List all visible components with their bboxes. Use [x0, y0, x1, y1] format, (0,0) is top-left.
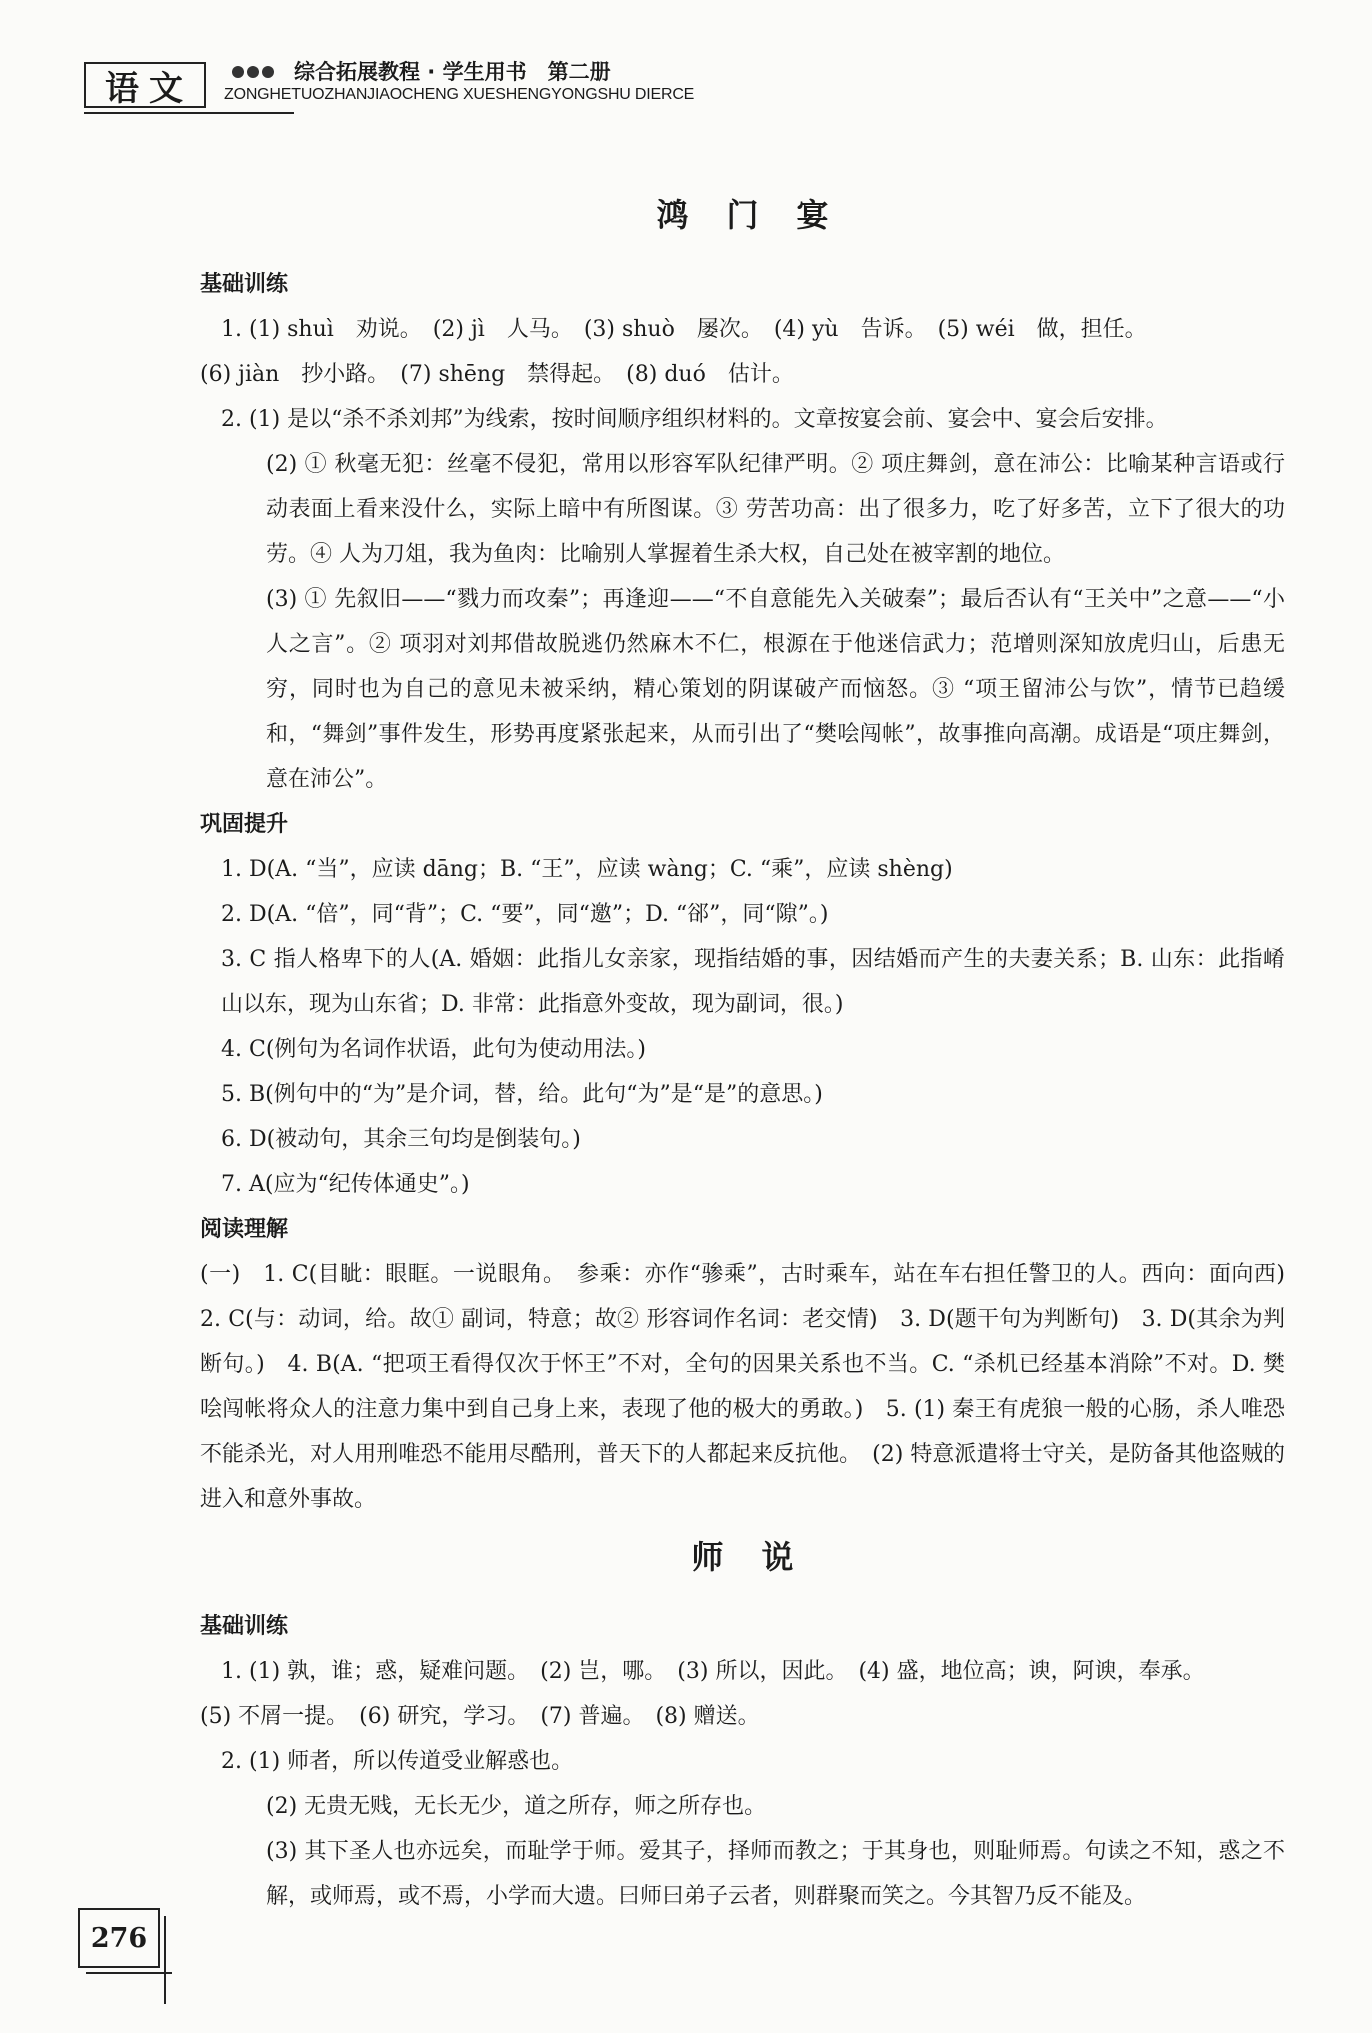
- answer-line: (6) jiàn 抄小路。 (7) shēng 禁得起。 (8) duó 估计。: [200, 362, 794, 387]
- page-header: [84, 56, 804, 112]
- answer-line: (5) 不屑一提。 (6) 研究，学习。 (7) 普遍。 (8) 赠送。: [200, 1704, 760, 1729]
- answer-line: 1. D(A. “当”，应读 dāng；B. “王”，应读 wàng；C. “乘”，应读 shèng): [221, 857, 953, 882]
- subject-label: 语文: [84, 62, 206, 108]
- answer-paragraph: (一) 1. C(目眦：眼眶。一说眼角。 参乘：亦作“骖乘”，古时乘车，站在车右担任警卫的人。西向：面向西) 2. C(与：动词，给。故① 副词，特意；故② 形容词作名词：老交情) 3. D(题干句为判断句) 3. D(其余为判断句。) 4. B(A. “把项王看得仅次于怀王”不对，全句的因果关系也不当。C. “杀机已经基本消除”不对。D. 樊哙闯帐将众人的注意力集中到自己身上来，表现了他的极大的勇敢。) 5. (1) 秦王有虎狼一般的心肠，杀人唯恐不能杀光，对人用刑唯恐不能用尽酷刑，普天下的人都起来反抗他。 (2) 特意派遣将士守关，是防备其他盗贼的进入和意外事故。: [200, 1262, 1308, 1512]
- answer-line: 2. (1) 是以“杀不杀刘邦”为线索，按时间顺序组织材料的。文章按宴会前、宴会中、宴会后安排。: [221, 407, 1168, 432]
- subsection-heading: 基础训练: [200, 1614, 289, 1639]
- subsection-heading: 巩固提升: [200, 812, 289, 837]
- answer-paragraph: (3) 其下圣人也亦远矣，而耻学于师。爱其子，择师而教之；于其身也，则耻师焉。句读之不知，惑之不解，或师焉，或不焉，小学而大遗。曰师曰弟子云者，则群聚而笑之。今其智乃反不能及。: [266, 1839, 1285, 1909]
- answer-line: 1. (1) 孰，谁；惑，疑难问题。 (2) 岂，哪。 (3) 所以，因此。 (4) 盛，地位高；谀，阿谀，奉承。: [221, 1659, 1205, 1684]
- answer-paragraph: (3) ① 先叙旧——“戮力而攻秦”；再逢迎——“不自意能先入关破秦”；最后否认有“王关中”之意——“小人之言”。② 项羽对刘邦借故脱逃仍然麻木不仁，根源在于他迷信武力；范增则深知放虎归山，后患无穷，同时也为自己的意见未被采纳，精心策划的阴谋破产而恼怒。③ “项王留沛公与饮”，情节已趋缓和，“舞剑”事件发生，形势再度紧张起来，从而引出了“樊哙闯帐”，故事推向高潮。成语是“项庄舞剑，意在沛公”。: [266, 587, 1285, 792]
- decorative-dots-icon: [232, 66, 274, 78]
- answer-line: 7. A(应为“纪传体通史”。): [221, 1172, 470, 1197]
- subsection-heading: 阅读理解: [200, 1217, 289, 1242]
- page-number: 276: [78, 1908, 160, 1968]
- answer-line: 6. D(被动句，其余三句均是倒装句。): [221, 1127, 581, 1152]
- answer-line: 2. D(A. “倍”，同“背”；C. “要”，同“邀”；D. “郤”，同“隙”。): [221, 902, 829, 927]
- answer-line: 3. C 指人格卑下的人(A. 婚姻：此指儿女亲家，现指结婚的事，因结婚而产生的夫妻关系；B. 山东：此指崤山以东，现为山东省；D. 非常：此指意外变故，现为副词，很。): [221, 947, 1285, 1017]
- subsection-heading: 基础训练: [200, 272, 289, 297]
- answer-line: 5. B(例句中的“为”是介词，替，给。此句“为”是“是”的意思。): [221, 1082, 823, 1107]
- book-title: 综合拓展教程 · 学生用书 第二册: [294, 60, 611, 84]
- section-title-shishuo: 师说: [691, 1538, 832, 1576]
- answer-line: 2. (1) 师者，所以传道受业解惑也。: [221, 1749, 574, 1774]
- page-content: [200, 192, 1308, 1919]
- answer-line: (2) 无贵无贱，无长无少，道之所存，师之所存也。: [266, 1794, 767, 1819]
- answer-line: 1. (1) shuì 劝说。 (2) jì 人马。 (3) shuò 屡次。 (4) yù 告诉。 (5) wéi 做，担任。: [221, 317, 1147, 342]
- answer-paragraph: (2) ① 秋毫无犯：丝毫不侵犯，常用以形容军队纪律严明。② 项庄舞剑，意在沛公：比喻某种言语或行动表面上看来没什么，实际上暗中有所图谋。③ 劳苦功高：出了很多力，吃了好多苦，立下了很大的功劳。④ 人为刀俎，我为鱼肉：比喻别人掌握着生杀大权，自己处在被宰割的地位。: [266, 452, 1285, 567]
- section-title-hongmenyan: 鸿门宴: [656, 196, 867, 234]
- answer-line: 4. C(例句为名词作状语，此句为使动用法。): [221, 1037, 646, 1062]
- book-pinyin: ZONGHETUOZHANJIAOCHENG XUESHENGYONGSHU DIERCE: [224, 86, 695, 103]
